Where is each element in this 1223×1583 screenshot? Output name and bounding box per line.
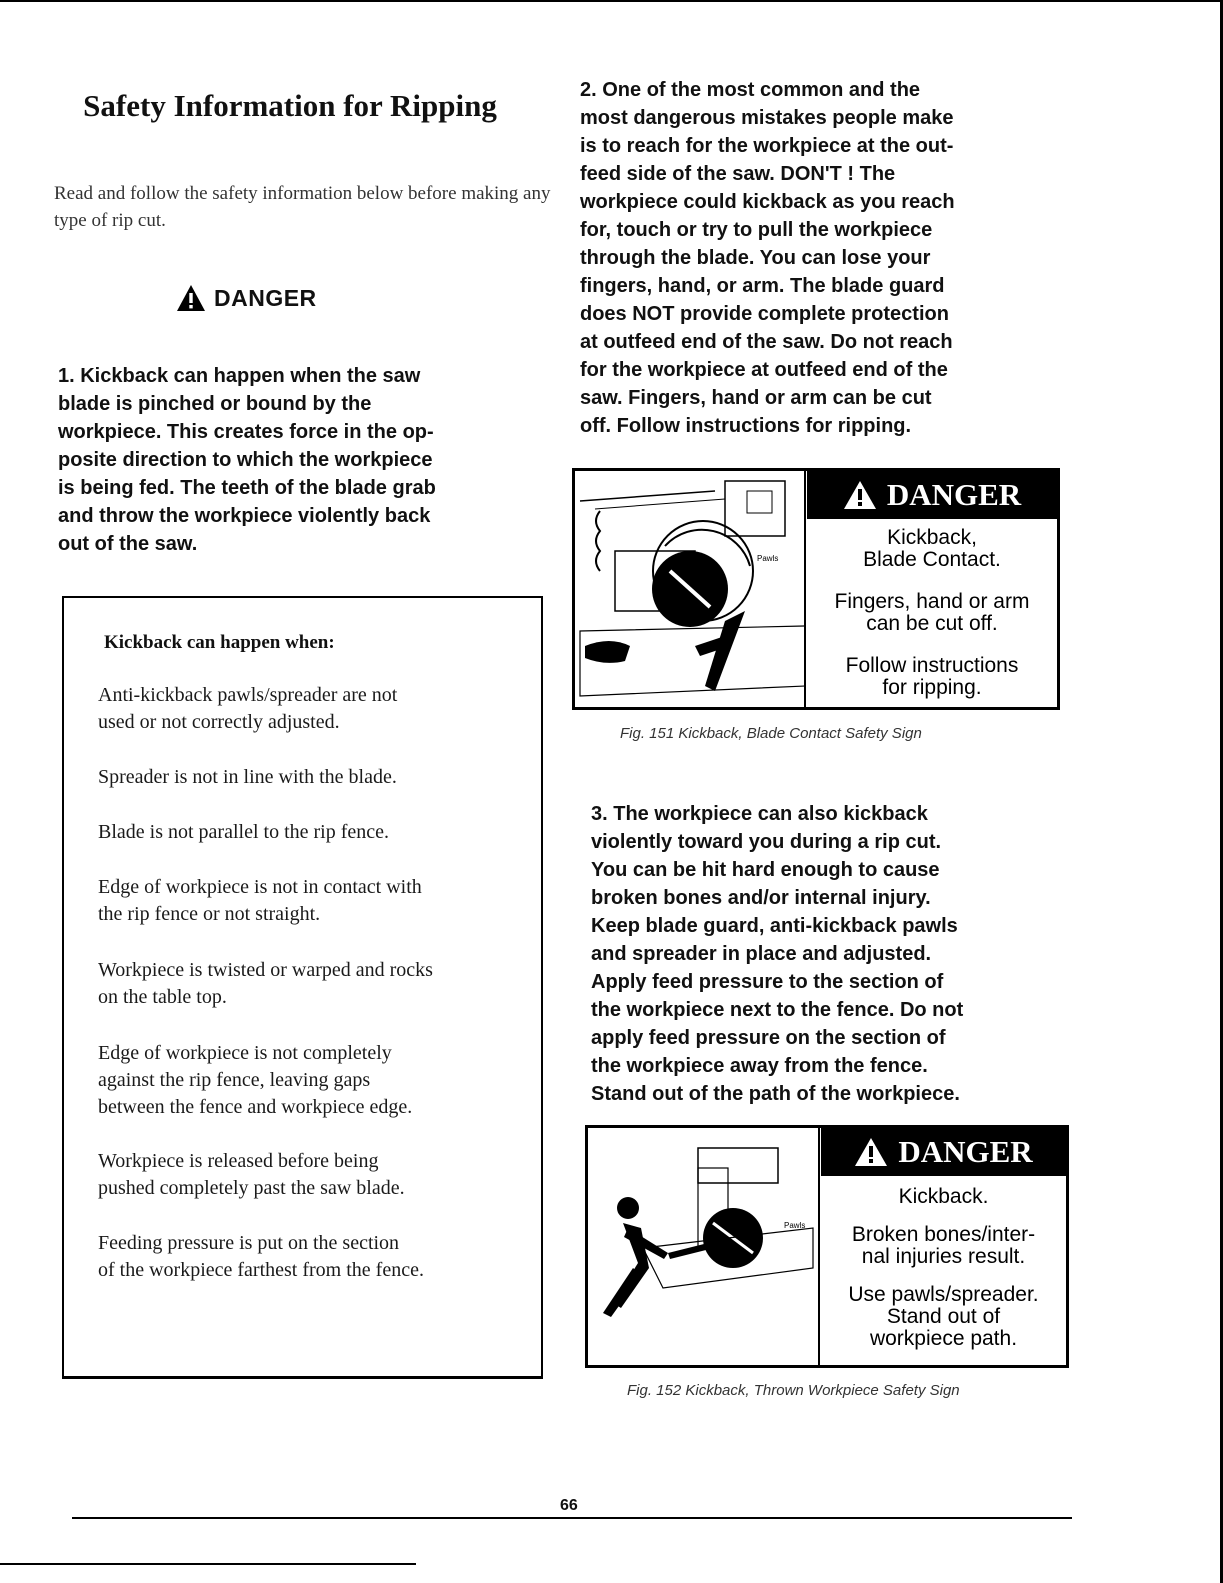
figure-152-caption: Fig. 152 Kickback, Thrown Workpiece Safety Sign <box>627 1382 960 1399</box>
kickback-condition: Workpiece is twisted or warped and rocks on the table top. <box>98 959 433 1008</box>
saw-blade-contact-illustration <box>575 471 806 707</box>
kickback-conditions-box <box>62 596 543 1379</box>
kickback-condition: Blade is not parallel to the rip fence. <box>98 821 390 843</box>
kickback-person-illustration <box>588 1128 818 1359</box>
kickback-condition: Workpiece is released before being pushed completely past the saw blade. <box>98 1150 405 1199</box>
kickback-condition: Anti-kickback pawls/spreader are not used or not correctly adjusted. <box>98 684 398 733</box>
warning-triangle-icon <box>854 1137 888 1167</box>
kickback-box-heading: Kickback can happen when: <box>104 632 335 653</box>
danger-heading-label: DANGER <box>214 284 317 311</box>
safety-item-1: 1. Kickback can happen when the saw blade is pinched or bound by the workpiece. This creates force in the op- posite direction to which the workpiece is being fed. The teeth of the blade grab and throw the workpiece violently back out of the saw. <box>58 365 436 555</box>
kickback-condition: Edge of workpiece is not completely against the rip fence, leaving gaps between the fence and workpiece edge. <box>98 1042 413 1118</box>
sign2-danger-banner <box>821 1128 1066 1176</box>
pawls-label: Pawls <box>784 1221 806 1230</box>
radial-arm-saw-illustration <box>575 471 804 701</box>
danger-sign-blade-contact <box>572 468 1060 710</box>
sign2-text-panel <box>821 1128 1066 1365</box>
safety-item-3: 3. The workpiece can also kickback violently toward you during a rip cut. You can be hit hard enough to cause broken bones and/or internal injury. Keep blade guard, anti-kickback pawls and spreader in place and adjusted. Apply feed pressure to the section of the workpiece next to the fence. Do not apply feed pressure on the section of the workpiece away from the fence. Stand out of the path of the workpiece. <box>591 803 964 1105</box>
safety-item-2: 2. One of the most common and the most dangerous mistakes people make is to reach for the workpiece at the out- feed side of the saw. DON'T ! The workpiece could kickback as you reach for, touch or try to pull the workpiece through the blade. You can lose your fingers, hand, or arm. The blade guard does NOT provide complete protection at outfeed end of the saw. Do not reach for the workpiece at outfeed end of the saw. Fingers, hand or arm can be cut off. Follow instructions for ripping. <box>580 79 955 437</box>
warning-triangle-icon <box>843 480 877 510</box>
warning-triangle-icon <box>176 284 206 312</box>
sign2-message: Kickback. <box>898 1185 989 1208</box>
figure-151-caption: Fig. 151 Kickback, Blade Contact Safety Sign <box>620 725 922 742</box>
sign1-message: Fingers, hand or arm can be cut off. <box>834 590 1030 635</box>
bottom-edge-rule <box>0 1563 416 1565</box>
thrown-workpiece-illustration <box>588 1128 820 1365</box>
pawls-label: Pawls <box>757 554 779 563</box>
kickback-condition: Feeding pressure is put on the section of the workpiece farthest from the fence. <box>98 1232 424 1281</box>
sign1-message: Kickback, Blade Contact. <box>863 526 1001 571</box>
sign1-message: Follow instructions for ripping. <box>845 654 1019 699</box>
sign2-danger-label: DANGER <box>898 1134 1033 1169</box>
page-top-border <box>0 0 1223 2</box>
sign1-text-panel <box>807 471 1057 707</box>
sign2-message: Use pawls/spreader. Stand out of workpiece path. <box>848 1283 1039 1350</box>
page-title: Safety Information for Ripping <box>83 88 497 123</box>
footer-rule <box>72 1517 1072 1519</box>
page-number: 66 <box>560 1497 578 1514</box>
sign2-message: Broken bones/inter- nal injuries result. <box>851 1223 1036 1268</box>
sign1-danger-label: DANGER <box>886 477 1022 512</box>
intro-text: Read and follow the safety information below before making any type of rip cut. <box>54 183 551 231</box>
kickback-condition: Spreader is not in line with the blade. <box>98 766 397 788</box>
sign1-danger-banner <box>807 471 1057 519</box>
kickback-condition: Edge of workpiece is not in contact with the rip fence or not straight. <box>98 876 422 925</box>
danger-sign-thrown-workpiece <box>585 1125 1069 1368</box>
danger-heading <box>176 284 317 312</box>
